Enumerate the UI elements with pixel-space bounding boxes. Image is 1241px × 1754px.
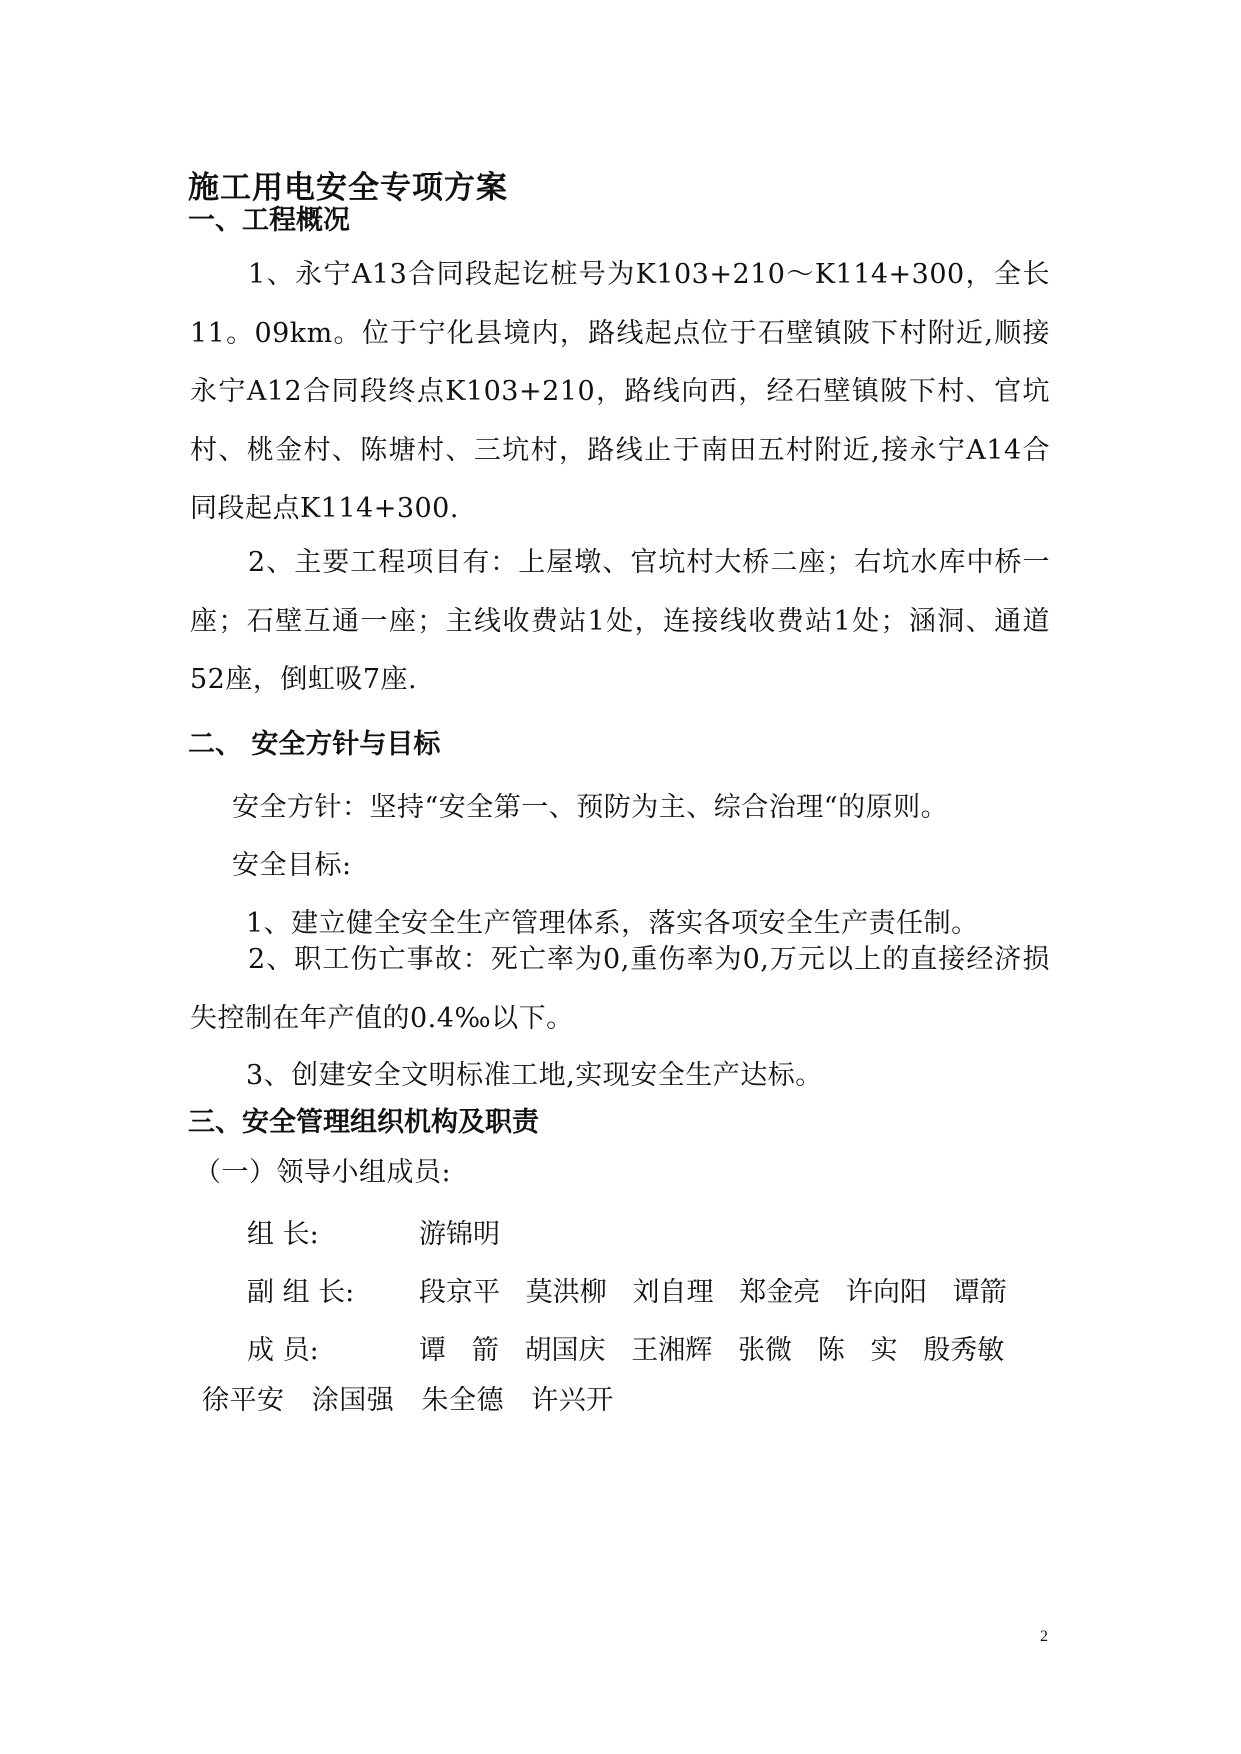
section-heading-safety-policy: 二、 安全方针与目标 (188, 729, 441, 760)
safety-goals-label: 安全目标: (232, 850, 352, 881)
overview-paragraph-1: 1、永宁A13合同段起讫桩号为K103+210～K114+300，全长11。09km。位于宁化县境内，路线起点位于石壁镇陂下村附近,顺接永宁A12合同段终点K103+210，路线向西，经石壁镇陂下村、官坑村、桃金村、陈塘村、三坑村，路线止于南田五村附近,接永宁A14合同段起点K114+300. (190, 259, 1050, 524)
document-title: 施工用电安全专项方案 (188, 170, 508, 206)
member-names-continued: 徐平安 涂国强 朱全德 许兴开 (202, 1385, 614, 1416)
section-heading-overview: 一、工程概况 (188, 205, 350, 236)
deputy-leader-row (247, 1270, 1007, 1309)
safety-policy-text: 安全方针：坚持“安全第一、预防为主、综合治理“的原则。 (232, 792, 949, 823)
safety-goal-2: 2、职工伤亡事故：死亡率为0,重伤率为0,万元以上的直接经济损失控制在年产值的0.4‰以下。 (190, 944, 1050, 1034)
page-number: 2 (1040, 1628, 1048, 1645)
safety-goal-1: 1、建立健全安全生产管理体系，落实各项安全生产责任制。 (246, 908, 979, 939)
deputy-names: 段京平 莫洪柳 刘自理 郑金亮 许向阳 谭箭 (419, 1277, 1007, 1308)
deputy-role-label: 副 组 长: (247, 1277, 355, 1308)
overview-paragraph-2: 2、主要工程项目有：上屋墩、官坑村大桥二座；右坑水库中桥一座；石壁互通一座；主线收费站1处，连接线收费站1处；涵洞、通道52座，倒虹吸7座. (190, 547, 1050, 695)
leader-row (247, 1212, 500, 1251)
leader-role-label: 组 长: (247, 1219, 319, 1250)
section-heading-organization: 三、安全管理组织机构及职责 (188, 1107, 539, 1138)
member-role-label: 成 员: (247, 1335, 319, 1366)
leadership-group-subheading: （一）领导小组成员: (194, 1157, 452, 1188)
leader-name: 游锦明 (419, 1219, 500, 1250)
member-names: 谭 箭 胡国庆 王湘辉 张微 陈 实 殷秀敏 (419, 1335, 1005, 1366)
safety-goal-3: 3、创建安全文明标准工地,实现安全生产达标。 (246, 1060, 823, 1091)
member-row (247, 1328, 1004, 1367)
